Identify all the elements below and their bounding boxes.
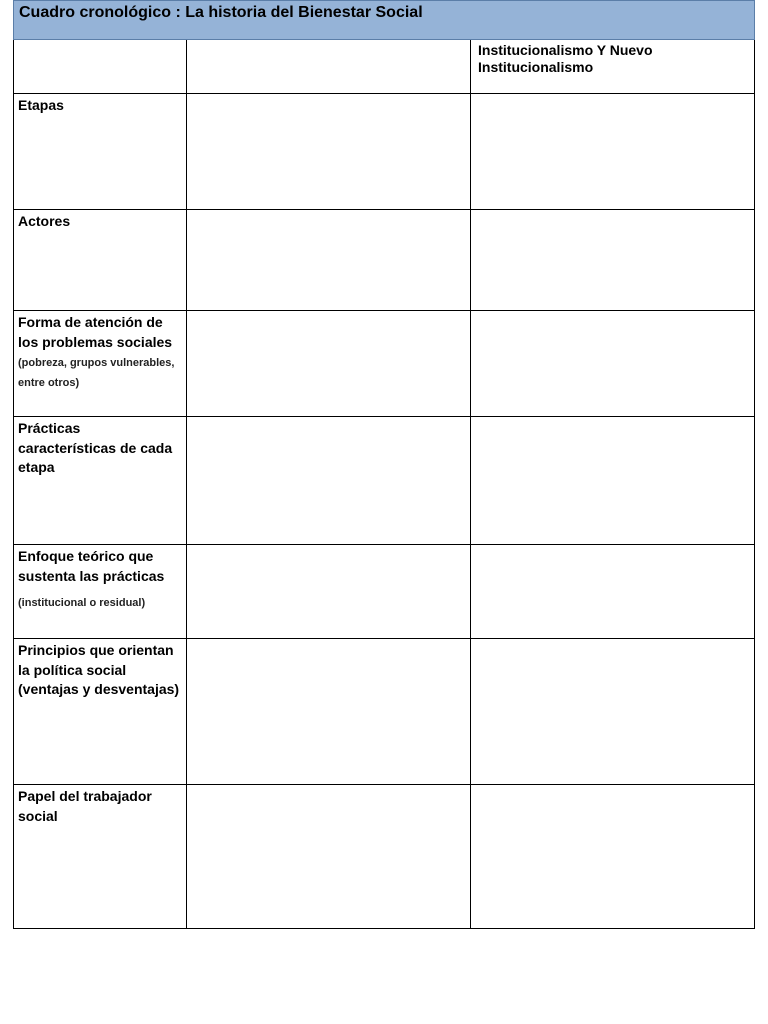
row-label-text: Etapas <box>18 97 64 113</box>
row-label-etapas <box>14 94 187 210</box>
title-row <box>14 1 755 40</box>
row-label-text: Principios que orientan la política social (ventajas y desventajas) <box>18 642 180 697</box>
table-cell-empty <box>187 417 471 545</box>
row-label-forma-atencion <box>14 311 187 417</box>
table-cell-empty <box>187 94 471 210</box>
header-cell-2 <box>187 40 471 94</box>
row-label-text: Actores <box>18 213 71 229</box>
row-label-principios <box>14 639 187 785</box>
table-cell-empty <box>187 785 471 929</box>
table-row-enfoque-teorico <box>14 545 755 639</box>
row-label-actores <box>14 210 187 311</box>
table-cell-empty <box>471 210 755 311</box>
table-cell-empty <box>187 639 471 785</box>
chronological-table-container <box>13 0 754 929</box>
row-label-enfoque-teorico <box>14 545 187 639</box>
row-label-note: (pobreza, grupos vulnerables, entre otros) <box>18 357 175 389</box>
row-label-text: Papel del trabajador social <box>18 788 152 824</box>
table-title: Cuadro cronológico : La historia del Bienestar Social <box>14 1 755 40</box>
table-cell-empty <box>471 785 755 929</box>
chronological-table <box>13 0 755 929</box>
table-cell-empty <box>471 639 755 785</box>
row-label-text: Forma de atención de los problemas sociales <box>18 314 173 350</box>
table-cell-empty <box>471 94 755 210</box>
table-row-practicas <box>14 417 755 545</box>
table-cell-empty <box>187 311 471 417</box>
table-cell-empty <box>471 545 755 639</box>
table-cell-empty <box>471 311 755 417</box>
header-cell-institucionalismo: Institucionalismo Y Nuevo Institucionalismo <box>471 40 755 94</box>
row-label-practicas <box>14 417 187 545</box>
table-row-etapas <box>14 94 755 210</box>
header-cell-1 <box>14 40 187 94</box>
table-cell-empty <box>187 545 471 639</box>
row-label-text: Enfoque teórico que sustenta las prácticas <box>18 548 165 584</box>
table-row-principios <box>14 639 755 785</box>
row-label-papel-trabajador <box>14 785 187 929</box>
table-cell-empty <box>187 210 471 311</box>
row-label-note: (institucional o residual) <box>18 597 146 609</box>
table-cell-empty <box>471 417 755 545</box>
header-row <box>14 40 755 94</box>
row-label-text: Prácticas características de cada etapa <box>18 420 173 475</box>
table-row-actores <box>14 210 755 311</box>
table-row-papel-trabajador <box>14 785 755 929</box>
table-row-forma-atencion <box>14 311 755 417</box>
